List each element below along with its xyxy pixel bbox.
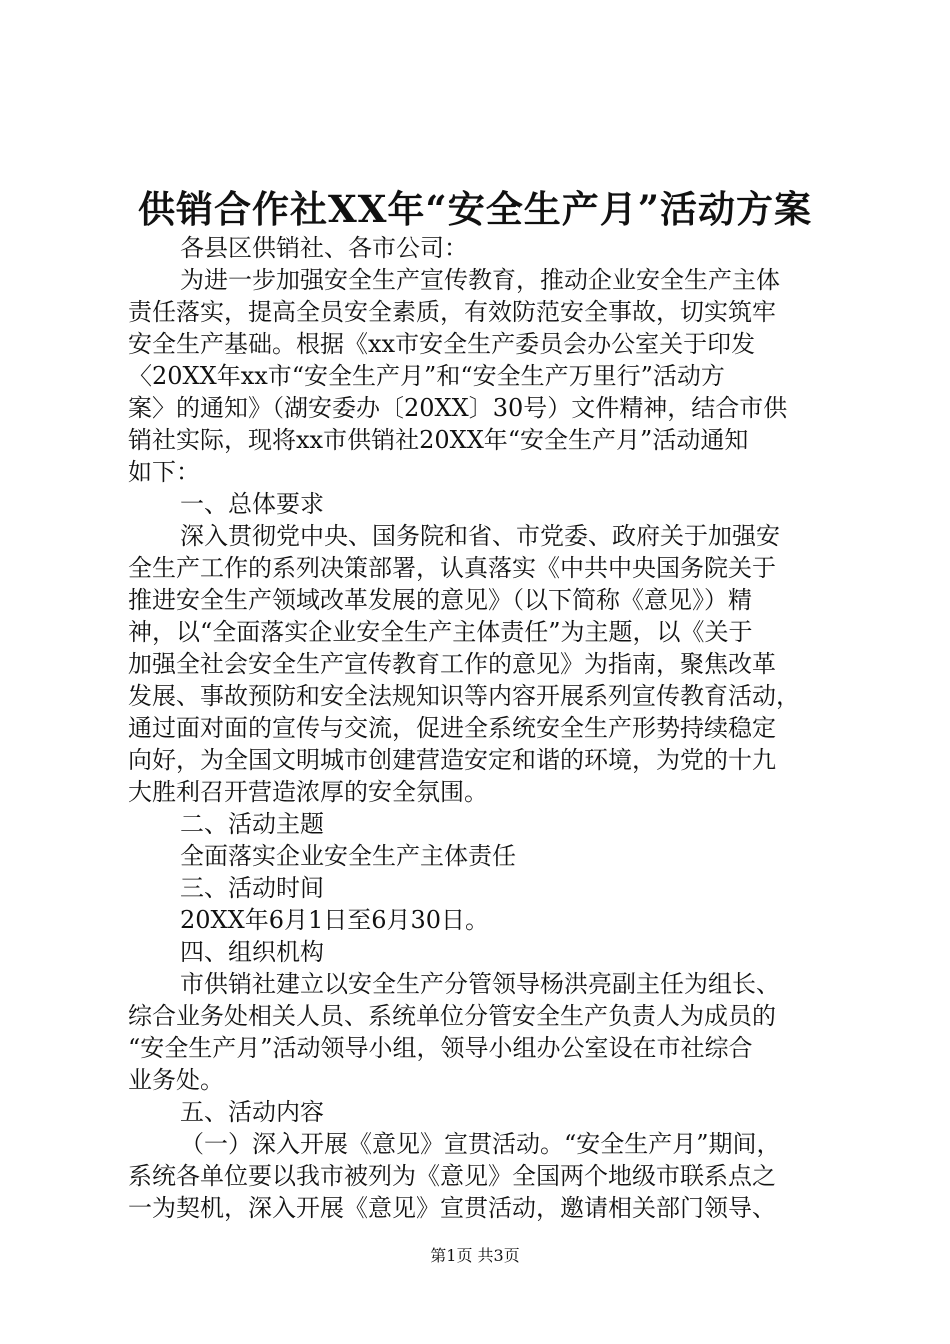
body-line: 神，以“全面落实企业安全生产主体责任”为主题，以《关于 xyxy=(128,618,753,646)
body-line: 各县区供销社、各市公司： xyxy=(180,234,468,262)
body-line: 为进一步加强安全生产宣传教育，推动企业安全生产主体 xyxy=(180,266,780,294)
body-line: 〈20XX年xx市“安全生产月”和“安全生产万里行”活动方 xyxy=(128,362,725,390)
body-line: 案〉的通知》（湖安委办〔20XX〕30号）文件精神，结合市供 xyxy=(128,394,788,422)
body-line: 全面落实企业安全生产主体责任 xyxy=(180,842,516,870)
body-line: 通过面对面的宣传与交流，促进全系统安全生产形势持续稳定 xyxy=(128,714,776,742)
document-body xyxy=(128,232,848,1224)
body-line: 20XX年6月1日至6月30日。 xyxy=(180,906,490,934)
body-line: 全生产工作的系列决策部署，认真落实《中共中央国务院关于 xyxy=(128,554,776,582)
body-line: 综合业务处相关人员、系统单位分管安全生产负责人为成员的 xyxy=(128,1002,776,1030)
body-line: 业务处。 xyxy=(128,1066,224,1094)
body-line: 责任落实，提高全员安全素质，有效防范安全事故，切实筑牢 xyxy=(128,298,776,326)
body-line: 发展、事故预防和安全法规知识等内容开展系列宣传教育活动， xyxy=(128,682,800,710)
body-line: 五、活动内容 xyxy=(180,1098,324,1126)
body-line: 加强全社会安全生产宣传教育工作的意见》为指南，聚焦改革 xyxy=(128,650,776,678)
body-line: （一）深入开展《意见》宣贯活动。“安全生产月”期间， xyxy=(180,1130,781,1158)
body-line: 四、组织机构 xyxy=(180,938,324,966)
body-line: 一为契机，深入开展《意见》宣贯活动，邀请相关部门领导、 xyxy=(128,1194,776,1222)
body-line: 推进安全生产领域改革发展的意见》（以下简称《意见》）精 xyxy=(128,586,752,614)
body-line: 一、总体要求 xyxy=(180,490,324,518)
body-line: 市供销社建立以安全生产分管领导杨洪亮副主任为组长、 xyxy=(180,970,780,998)
body-line: 系统各单位要以我市被列为《意见》全国两个地级市联系点之 xyxy=(128,1162,776,1190)
body-line: 深入贯彻党中央、国务院和省、市党委、政府关于加强安 xyxy=(180,522,780,550)
body-line: 向好，为全国文明城市创建营造安定和谐的环境，为党的十九 xyxy=(128,746,776,774)
body-line: 如下： xyxy=(128,458,200,486)
document-title: 供销合作社XX年“安全生产月”活动方案 xyxy=(138,187,812,231)
body-line: 三、活动时间 xyxy=(180,874,324,902)
body-line: 大胜利召开营造浓厚的安全氛围。 xyxy=(128,778,488,806)
body-line: 销社实际，现将xx市供销社20XX年“安全生产月”活动通知 xyxy=(128,426,749,454)
page-footer: 第1页 共3页 xyxy=(430,1246,520,1265)
body-line: 二、活动主题 xyxy=(180,810,324,838)
body-line: 安全生产基础。根据《xx市安全生产委员会办公室关于印发 xyxy=(128,330,756,358)
body-line: “安全生产月”活动领导小组，领导小组办公室设在市社综合 xyxy=(128,1034,753,1062)
